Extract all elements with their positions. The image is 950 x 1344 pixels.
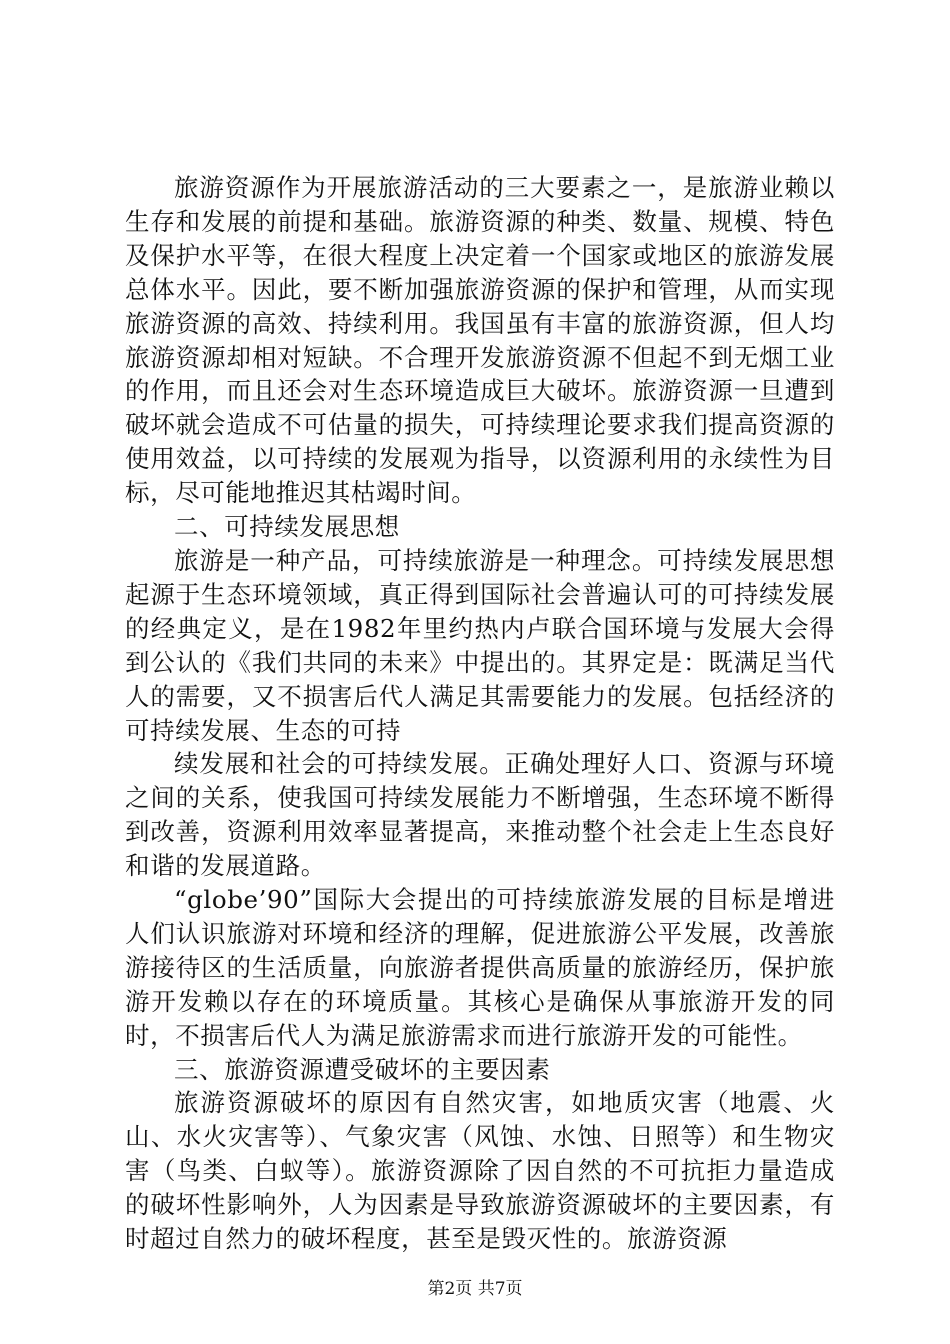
paragraph-sustainability-continued: 续发展和社会的可持续发展。正确处理好人口、资源与环境之间的关系，使我国可持续发展能力不断增强，生态环境不断得到改善，资源利用效率显著提高，来推动整个社会走上生态良好和谐的发展道路。 (125, 749, 835, 881)
paragraph-globe90: “globe’90”国际大会提出的可持续旅游发展的目标是增进人们认识旅游对环境和经济的理解，促进旅游公平发展，改善旅游接待区的生活质量，向旅游者提供高质量的旅游经历，保护旅游开发赖以存在的环境质量。其核心是确保从事旅游开发的同时，不损害后代人为满足旅游需求而进行旅游开发的可能性。 (125, 885, 835, 1050)
section-heading-3: 三、旅游资源遭受破坏的主要因素 (174, 1054, 551, 1084)
paragraph-sustainability-definition: 旅游是一种产品，可持续旅游是一种理念。可持续发展思想起源于生态环境领域，真正得到国际社会普遍认可的可持续发展的经典定义，是在1982年里约热内卢联合国环境与发展大会得到公认的《我们共同的未来》中提出的。其界定是：既满足当代人的需要，又不损害后代人满足其需要能力的发展。包括经济的可持续发展、生态的可持 (125, 545, 835, 745)
page-footer: 第2页 共7页 (427, 1279, 523, 1299)
paragraph-intro: 旅游资源作为开展旅游活动的三大要素之一，是旅游业赖以生存和发展的前提和基础。旅游资源的种类、数量、规模、特色及保护水平等，在很大程度上决定着一个国家或地区的旅游发展总体水平。因此，要不断加强旅游资源的保护和管理，从而实现旅游资源的高效、持续利用。我国虽有丰富的旅游资源，但人均旅游资源却相对短缺。不合理开发旅游资源不但起不到无烟工业的作用，而且还会对生态环境造成巨大破坏。旅游资源一旦遭到破坏就会造成不可估量的损失，可持续理论要求我们提高资源的使用效益，以可持续的发展观为指导，以资源利用的永续性为目标，尽可能地推迟其枯竭时间。 (125, 173, 835, 508)
document-body (125, 171, 835, 1256)
paragraph-damage-factors: 旅游资源破坏的原因有自然灾害，如地质灾害（地震、火山、水火灾害等）、气象灾害（风蚀、水蚀、日照等）和生物灾害（鸟类、白蚁等）。旅游资源除了因自然的不可抗拒力量造成的破坏性影响外，人为因素是导致旅游资源破坏的主要因素，有时超过自然力的破坏程度，甚至是毁灭性的。旅游资源 (125, 1088, 835, 1254)
section-heading-2: 二、可持续发展思想 (174, 512, 400, 542)
